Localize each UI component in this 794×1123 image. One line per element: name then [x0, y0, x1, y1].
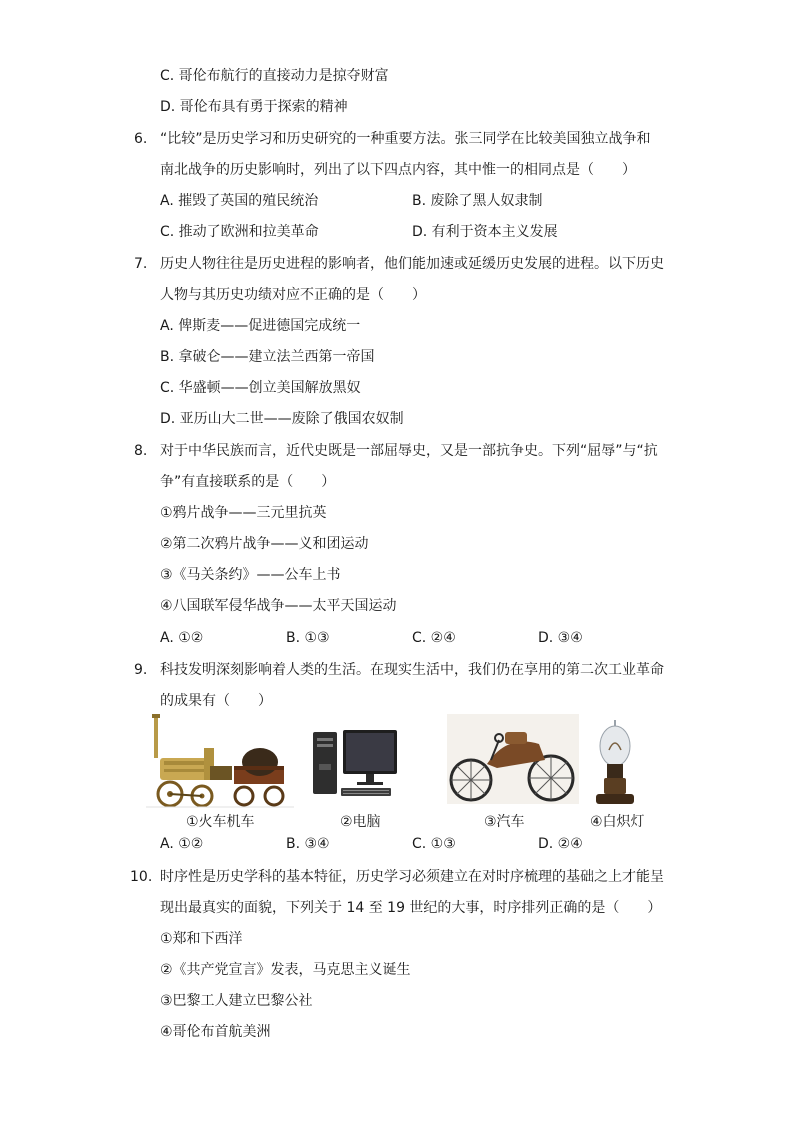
caption-locomotive: ①火车机车: [186, 814, 255, 830]
q8-item-4: ④八国联军侵华战争——太平天国运动: [160, 598, 397, 614]
light-bulb-image: [592, 716, 638, 808]
q10-item-4: ④哥伦布首航美洲: [160, 1024, 271, 1040]
q6-number: 6.: [134, 131, 148, 147]
q8-option-a: A. ①②: [160, 630, 204, 646]
q9-number: 9.: [134, 662, 148, 678]
automobile-image: [447, 714, 579, 804]
q9-option-d: D. ②④: [538, 836, 583, 852]
q6-option-a: A. 摧毁了英国的殖民统治: [160, 193, 319, 209]
q7-stem-line1: 历史人物往往是历史进程的影响者，他们能加速或延缓历史发展的进程。以下历史: [160, 256, 664, 272]
q5-option-c: C. 哥伦布航行的直接动力是掠夺财富: [160, 68, 389, 84]
q7-stem-line2: 人物与其历史功绩对应不正确的是（ ）: [160, 287, 426, 303]
q10-item-1: ①郑和下西洋: [160, 931, 243, 947]
q6-stem-line1: “比较”是历史学习和历史研究的一种重要方法。张三同学在比较美国独立战争和: [160, 131, 651, 147]
q9-stem-line2: 的成果有（ ）: [160, 693, 272, 709]
q6-option-c: C. 推动了欧洲和拉美革命: [160, 224, 319, 240]
q10-stem-line2: 现出最真实的面貌，下列关于 14 至 19 世纪的大事，时序排列正确的是（ ）: [160, 900, 662, 916]
q8-stem-line1: 对于中华民族而言，近代史既是一部屈辱史，又是一部抗争史。下列“屈辱”与“抗: [160, 443, 658, 459]
locomotive-image: [146, 714, 294, 810]
q10-stem-line1: 时序性是历史学科的基本特征，历史学习必须建立在对时序梳理的基础之上才能呈: [160, 869, 664, 885]
q6-stem-line2: 南北战争的历史影响时，列出了以下四点内容，其中惟一的相同点是（ ）: [160, 162, 636, 178]
q7-option-c: C. 华盛顿——创立美国解放黑奴: [160, 380, 361, 396]
q7-number: 7.: [134, 256, 148, 272]
q7-option-d: D. 亚历山大二世——废除了俄国农奴制: [160, 411, 404, 427]
q8-option-d: D. ③④: [538, 630, 583, 646]
q6-option-d: D. 有利于资本主义发展: [412, 224, 558, 240]
q8-item-2: ②第二次鸦片战争——义和团运动: [160, 536, 369, 552]
caption-computer: ②电脑: [340, 814, 381, 830]
q9-stem-line1: 科技发明深刻影响着人类的生活。在现实生活中，我们仍在享用的第二次工业革命: [160, 662, 664, 678]
q8-option-b: B. ①③: [286, 630, 330, 646]
q10-number: 10.: [130, 869, 153, 885]
caption-light-bulb: ④白炽灯: [590, 814, 645, 830]
q7-option-a: A. 俾斯麦——促进德国完成统一: [160, 318, 361, 334]
q8-item-3: ③《马关条约》——公车上书: [160, 567, 341, 583]
computer-image: [311, 728, 399, 800]
q8-option-c: C. ②④: [412, 630, 456, 646]
q9-option-c: C. ①③: [412, 836, 456, 852]
q8-item-1: ①鸦片战争——三元里抗英: [160, 505, 327, 521]
caption-automobile: ③汽车: [484, 814, 525, 830]
q5-option-d: D. 哥伦布具有勇于探索的精神: [160, 99, 348, 115]
q10-item-3: ③巴黎工人建立巴黎公社: [160, 993, 313, 1009]
q6-option-b: B. 废除了黑人奴隶制: [412, 193, 543, 209]
q9-option-b: B. ③④: [286, 836, 330, 852]
q7-option-b: B. 拿破仑——建立法兰西第一帝国: [160, 349, 375, 365]
q9-option-a: A. ①②: [160, 836, 204, 852]
q10-item-2: ②《共产党宣言》发表，马克思主义诞生: [160, 962, 411, 978]
q8-number: 8.: [134, 443, 148, 459]
q8-stem-line2: 争”有直接联系的是（ ）: [160, 474, 336, 490]
